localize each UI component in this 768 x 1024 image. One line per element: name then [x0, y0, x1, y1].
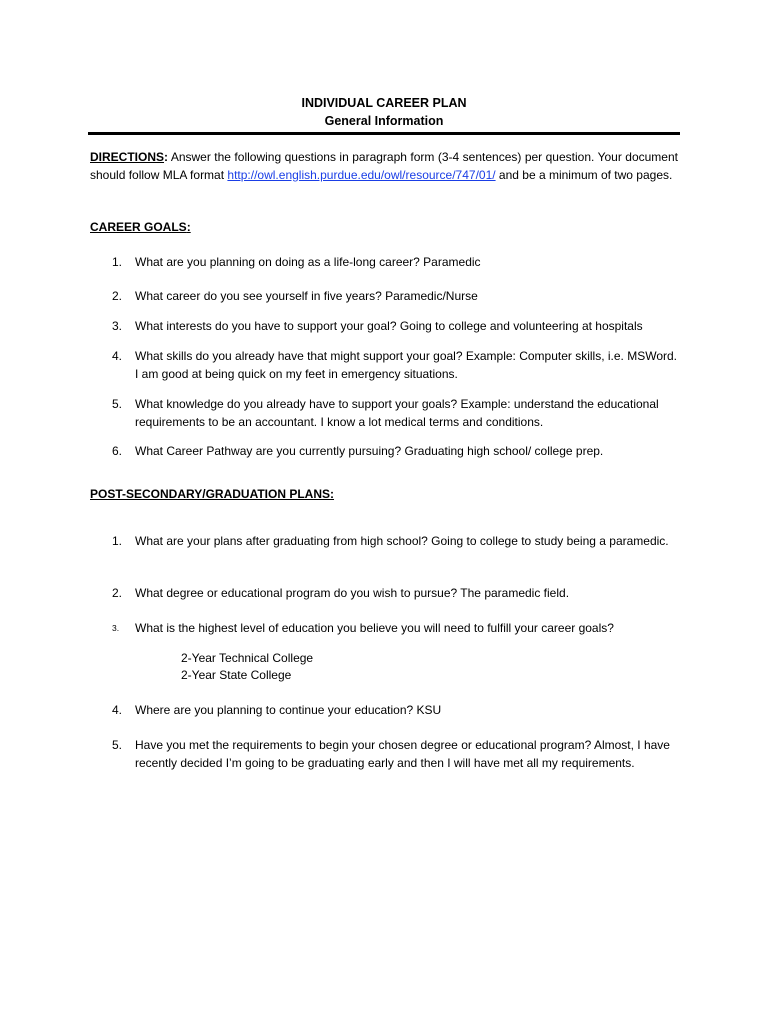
item-text: What skills do you already have that might support your goal? Example: Computer skills, i.e. MSWord. I am good at being quick on my feet in emergency situations. — [135, 349, 678, 381]
item-number: 6. — [112, 444, 123, 458]
item-text: What are you planning on doing as a life-long career? Paramedic — [135, 255, 481, 269]
item-number: 3. — [112, 623, 120, 633]
career-goal-item — [112, 254, 677, 272]
item-text: What knowledge do you already have to support your goals? Example: understand the educational requirements to be an accountant. I know a lot medical terms and conditions. — [135, 397, 659, 429]
graduation-plan-item — [112, 737, 677, 772]
directions-paragraph — [90, 149, 678, 184]
directions-colon: : — [164, 150, 169, 164]
post-secondary-heading-colon: : — [330, 487, 335, 501]
directions-text-before-link: Answer the following questions in paragraph form (3-4 sentences) per question. Your document should follow MLA format — [90, 150, 678, 182]
career-goal-item — [112, 348, 677, 383]
directions-label: DIRECTIONS — [90, 150, 165, 164]
item-number: 5. — [112, 397, 123, 411]
item-text: What degree or educational program do you wish to pursue? The paramedic field. — [135, 586, 570, 600]
mla-format-link[interactable]: http://owl.english.purdue.edu/owl/resource/747/01/ — [227, 167, 496, 182]
item-number: 5. — [112, 738, 123, 752]
item-text: What career do you see yourself in five years? Paramedic/Nurse — [135, 289, 478, 303]
item-number: 4. — [112, 349, 123, 363]
header-divider — [88, 132, 680, 135]
item-number: 1. — [112, 255, 123, 269]
item-text: What Career Pathway are you currently pursuing? Graduating high school/ college prep. — [135, 444, 604, 458]
document-subtitle: General Information — [324, 114, 444, 128]
career-goals-heading-colon: : — [186, 220, 191, 234]
item-number: 2. — [112, 289, 123, 303]
career-goal-item — [112, 396, 677, 431]
career-goals-heading — [90, 219, 191, 236]
career-goal-item — [112, 288, 677, 306]
item-text: What interests do you have to support your goal? Going to college and volunteering at hospitals — [135, 319, 643, 333]
graduation-plan-item — [112, 702, 677, 720]
graduation-plan-item — [112, 620, 677, 638]
item-text: Where are you planning to continue your education? KSU — [135, 703, 442, 717]
item-text: What is the highest level of education you believe you will need to fulfill your career goals? — [135, 621, 614, 635]
item-text: What are your plans after graduating from high school? Going to college to study being a paramedic. — [135, 534, 669, 548]
graduation-plan-item — [112, 585, 677, 603]
document-header — [88, 94, 680, 130]
document-title: INDIVIDUAL CAREER PLAN — [301, 96, 467, 110]
education-options-list — [181, 650, 313, 684]
career-goal-item — [112, 318, 677, 336]
graduation-plan-item — [112, 533, 677, 551]
item-number: 1. — [112, 534, 123, 548]
career-goal-item — [112, 443, 677, 461]
post-secondary-heading-text: POST-SECONDARY/GRADUATION PLANS — [90, 487, 331, 501]
item-text: Have you met the requirements to begin your chosen degree or educational program? Almost, I have recently decided I’m going to be graduating early and then I will have met all my requirements. — [135, 738, 670, 770]
post-secondary-heading — [90, 486, 334, 503]
item-number: 4. — [112, 703, 123, 717]
education-option: 2-Year Technical College — [181, 651, 314, 665]
directions-text-after-link: and be a minimum of two pages. — [495, 167, 673, 182]
education-option: 2-Year State College — [181, 668, 292, 682]
item-number: 3. — [112, 319, 123, 333]
item-number: 2. — [112, 586, 123, 600]
career-goals-heading-text: CAREER GOALS — [90, 220, 187, 234]
